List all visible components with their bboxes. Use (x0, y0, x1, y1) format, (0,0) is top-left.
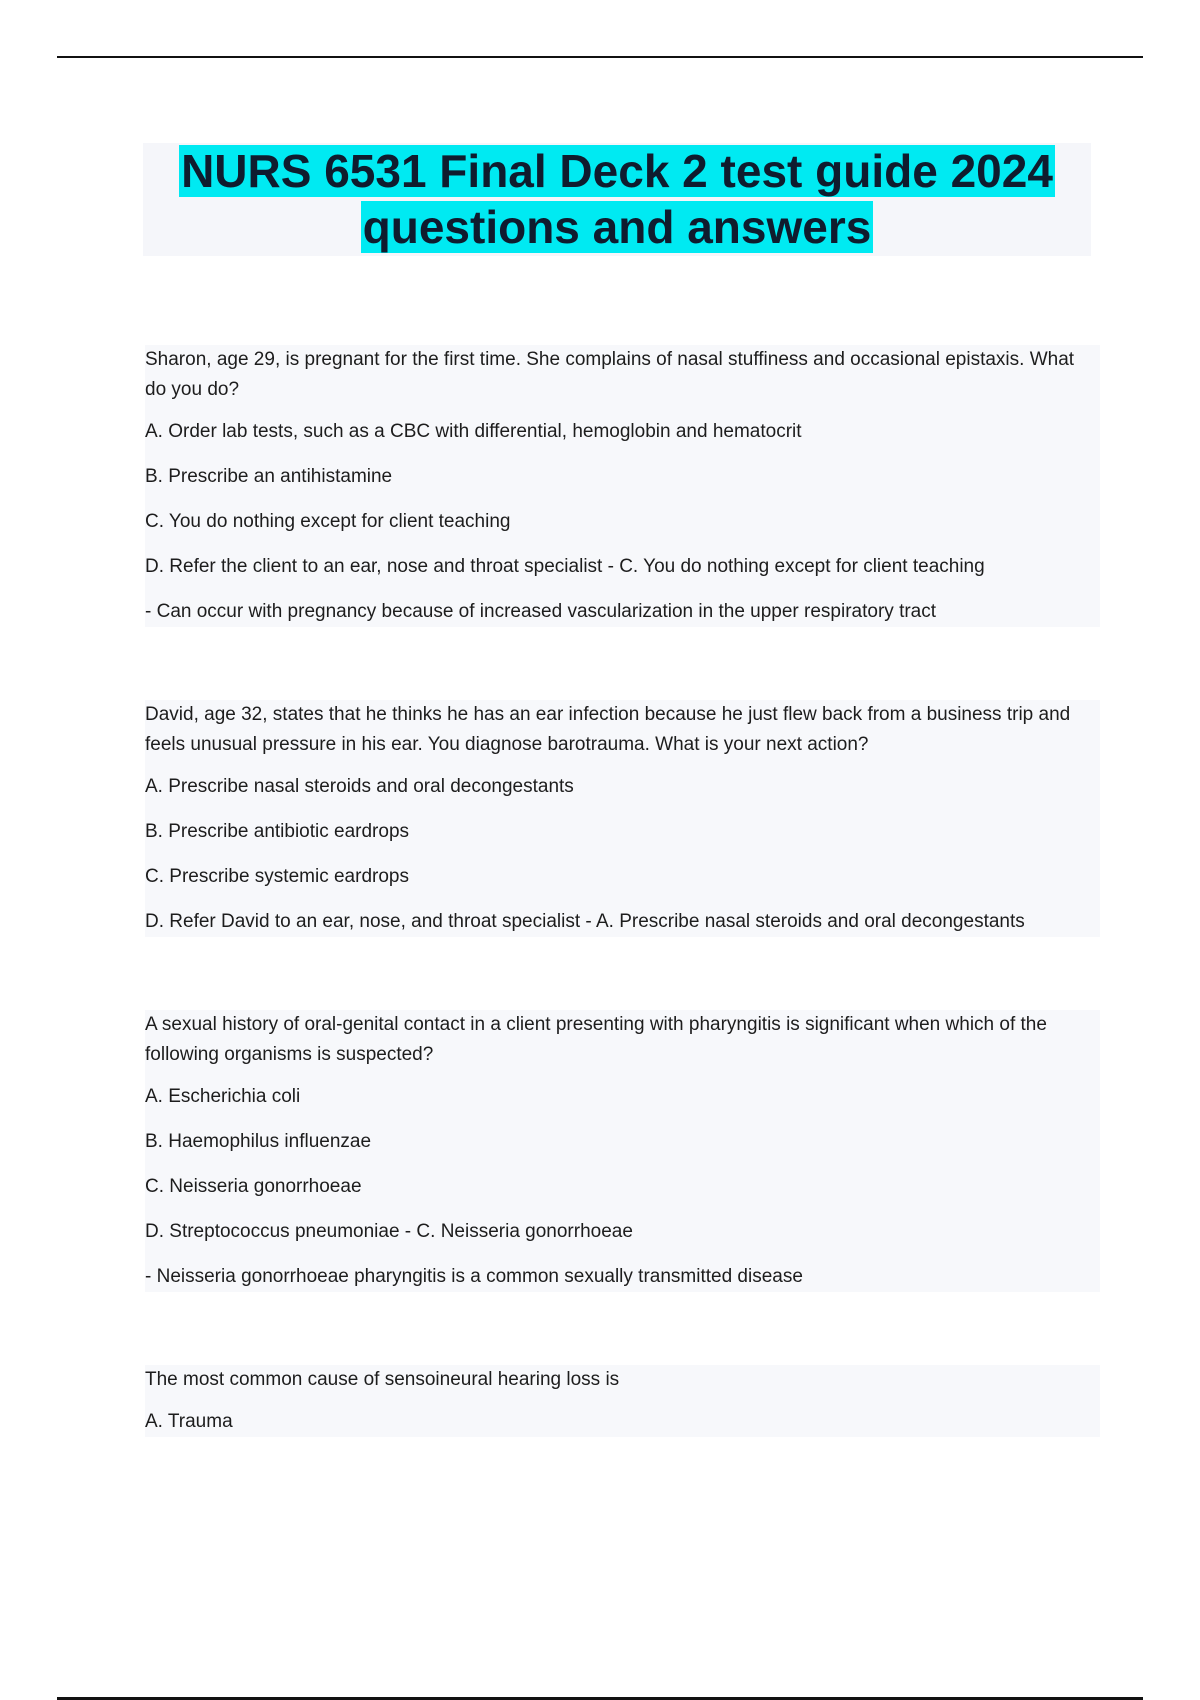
spacer (145, 1307, 1100, 1365)
spacer (145, 642, 1100, 700)
answer-option: D. Refer David to an ear, nose, and throat specialist - A. Prescribe nasal steroids and oral decongestants (145, 911, 1025, 932)
question-block (145, 1010, 1100, 1292)
question-text: David, age 32, states that he thinks he has an ear infection because he just flew back from a business trip and feels unusual pressure in his ear. You diagnose barotrauma. What is your next action? (145, 704, 1071, 755)
document-title (143, 143, 1091, 255)
title-line-1: NURS 6531 Final Deck 2 test guide 2024 (181, 145, 1053, 197)
answer-option: A. Prescribe nasal steroids and oral decongestants (145, 776, 574, 797)
question-block (145, 1365, 1100, 1437)
answer-explanation: - Can occur with pregnancy because of increased vascularization in the upper respiratory tract (145, 601, 937, 622)
answer-option: C. Prescribe systemic eardrops (145, 866, 409, 887)
questions-content (145, 345, 1100, 1452)
answer-option: B. Prescribe an antihistamine (145, 466, 393, 487)
answer-option: A. Order lab tests, such as a CBC with differential, hemoglobin and hematocrit (145, 421, 802, 442)
question-text: The most common cause of sensoineural hearing loss is (145, 1369, 620, 1390)
answer-option: C. Neisseria gonorrhoeae (145, 1176, 362, 1197)
answer-explanation: - Neisseria gonorrhoeae pharyngitis is a common sexually transmitted disease (145, 1266, 803, 1287)
title-box (143, 143, 1091, 256)
question-block (145, 345, 1100, 627)
question-block (145, 700, 1100, 937)
answer-option: D. Streptococcus pneumoniae - C. Neisseria gonorrhoeae (145, 1221, 633, 1242)
title-line-2: questions and answers (362, 201, 872, 253)
answer-option: D. Refer the client to an ear, nose and throat specialist - C. You do nothing except for client teaching (145, 556, 985, 577)
question-text: Sharon, age 29, is pregnant for the first time. She complains of nasal stuffiness and occasional epistaxis. What do you do? (145, 349, 1075, 400)
answer-option: C. You do nothing except for client teaching (145, 511, 511, 532)
answer-option: A. Trauma (145, 1411, 233, 1432)
answer-option: B. Prescribe antibiotic eardrops (145, 821, 410, 842)
spacer (145, 952, 1100, 1010)
answer-option: A. Escherichia coli (145, 1086, 301, 1107)
top-rule (57, 56, 1143, 58)
question-text: A sexual history of oral-genital contact in a client presenting with pharyngitis is significant when which of the following organisms is suspected? (145, 1014, 1047, 1065)
answer-option: B. Haemophilus influenzae (145, 1131, 372, 1152)
